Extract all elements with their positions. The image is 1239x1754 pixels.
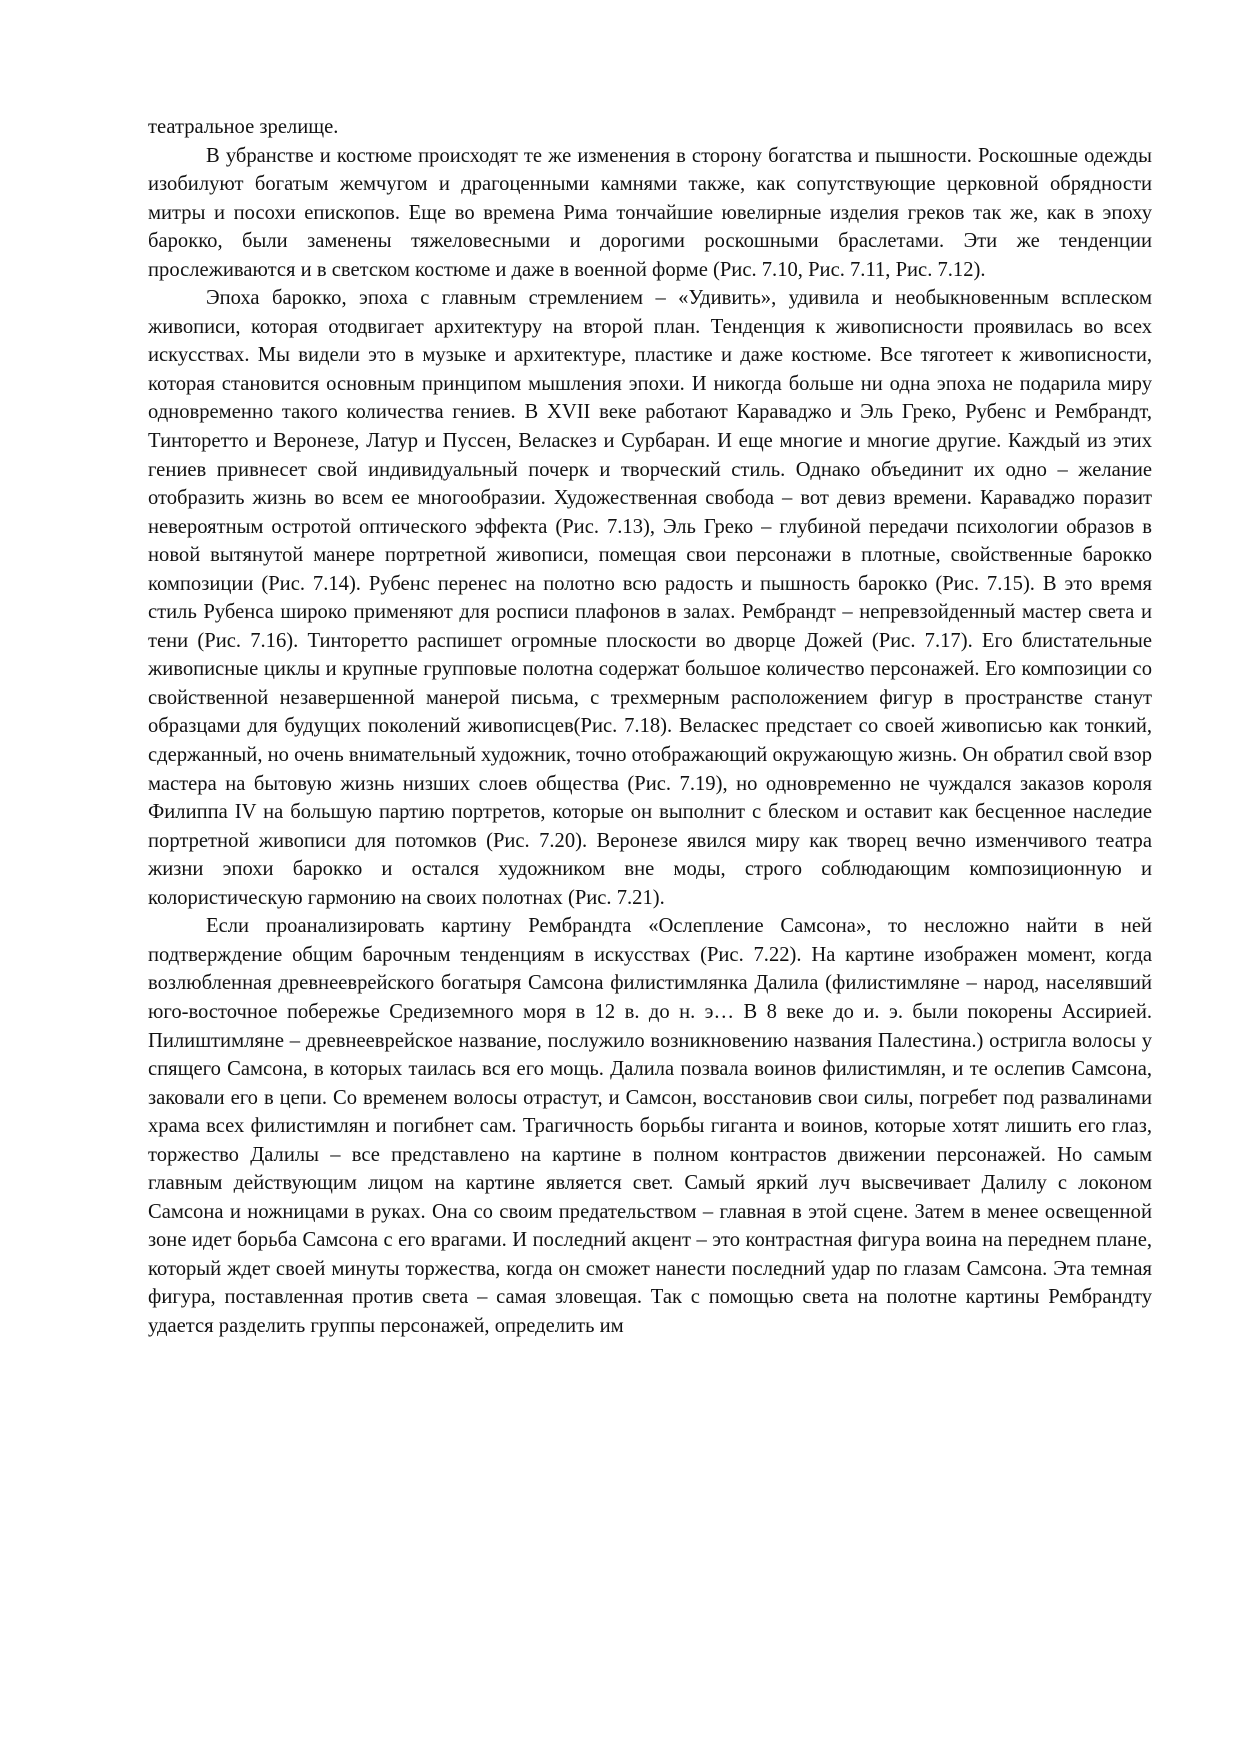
document-page [148,113,1152,1341]
paragraph-rembrandt-samson: Если проанализировать картину Рембрандта «Ослепление Самсона», то несложно найти в ней подтверждение общим барочным тенденциям в искусствах (Рис. 7.22). На картине изображен момент, когда возлюбленная древнееврейского богатыря Самсона филистимлянка Далила (филистимляне – народ, населявший юго-восточное побережье Средиземного моря в 12 в. до н. э… В 8 веке до и. э. были покорены Ассирией. Пилиштимляне – древнееврейское название, послужило возникновению названия Палестина.) остригла волосы у спящего Самсона, в которых таилась вся его мощь. Далила позвала воинов филистимлян, и те ослепив Самсона, заковали его в цепи. Со временем волосы отрастут, и Самсон, восстановив свои силы, погребет под развалинами храма всех филистимлян и погибнет сам. Трагичность борьбы гиганта и воинов, которые хотят лишить его глаз, торжество Далилы – все представлено на картине в полном контрастов движении персонажей. Но самым главным действующим лицом на картине является свет. Самый яркий луч высвечивает Далилу с локоном Самсона и ножницами в руках. Она со своим предательством – главная в этой сцене. Затем в менее освещенной зоне идет борьба Самсона с его врагами. И последний акцент – это контрастная фигура воина на переднем плане, который ждет своей минуты торжества, когда он сможет нанести последний удар по глазам Самсона. Эта темная фигура, поставленная против света – самая зловещая. Так с помощью света на полотне картины Рембрандту удается разделить группы персонажей, определить им [148,915,1152,1337]
paragraph-baroque-painting: Эпоха барокко, эпоха с главным стремлением – «Удивить», удивила и необыкновенным всплеском живописи, которая отодвигает архитектуру на второй план. Тенденция к живописности проявилась во всех искусствах. Мы видели это в музыке и архитектуре, пластике и даже костюме. Все тяготеет к живописности, которая становится основным принципом мышления эпохи. И никогда больше ни одна эпоха не подарила миру одновременно такого количества гениев. В XVII веке работают Караваджо и Эль Греко, Рубенс и Рембрандт, Тинторетто и Веронезе, Латур и Пуссен, Веласкез и Сурбаран. И еще многие и многие другие. Каждый из этих гениев привнесет свой индивидуальный почерк и творческий стиль. Однако объединит их одно – желание отобразить жизнь во всем ее многообразии. Художественная свобода – вот девиз времени. Караваджо поразит невероятным остротой оптического эффекта (Рис. 7.13), Эль Греко – глубиной передачи психологии образов в новой вытянутой манере портретной живописи, помещая свои персонажи в плотные, свойственные барокко композиции (Рис. 7.14). Рубенс перенес на полотно всю радость и пышность барокко (Рис. 7.15). В это время стиль Рубенса широко применяют для росписи плафонов в залах. Рембрандт – непревзойденный мастер света и тени (Рис. 7.16). Тинторетто распишет огромные плоскости во дворце Дожей (Рис. 7.17). Его блистательные живописные циклы и крупные групповые полотна содержат большое количество персонажей. Его композиции со свойственной незавершенной манерой письма, с трехмерным расположением фигур в пространстве станут образцами для будущих поколений живописцев(Рис. 7.18). Веласкес предстает со своей живописью как тонкий, сдержанный, но очень внимательный художник, точно отображающий окружающую жизнь. Он обратил свой взор мастера на бытовую жизнь низших слоев общества (Рис. 7.19), но одновременно не чуждался заказов короля Филиппа IV на большую партию портретов, которые он выполнит с блеском и оставит как бесценное наследие портретной живописи для потомков (Рис. 7.20). Веронезе явился миру как творец вечно изменчивого театра жизни эпохи барокко и остался художником вне моды, строго соблюдающим композиционную и колористическую гармонию на своих полотнах (Рис. 7.21). [148,287,1153,909]
paragraph-continuation: театральное зрелище. [148,116,339,138]
paragraph-costume: В убранстве и костюме происходят те же изменения в сторону богатства и пышности. Роскошные одежды изобилуют богатым жемчугом и драгоценными камнями также, как сопутствующие церковной обрядности митры и посохи епископов. Еще во времена Рима тончайшие ювелирные изделия греков так же, как в эпоху барокко, были заменены тяжеловесными и дорогими роскошными браслетами. Эти же тенденции прослеживаются и в светском костюме и даже в военной форме (Рис. 7.10, Рис. 7.11, Рис. 7.12). [148,144,1152,281]
